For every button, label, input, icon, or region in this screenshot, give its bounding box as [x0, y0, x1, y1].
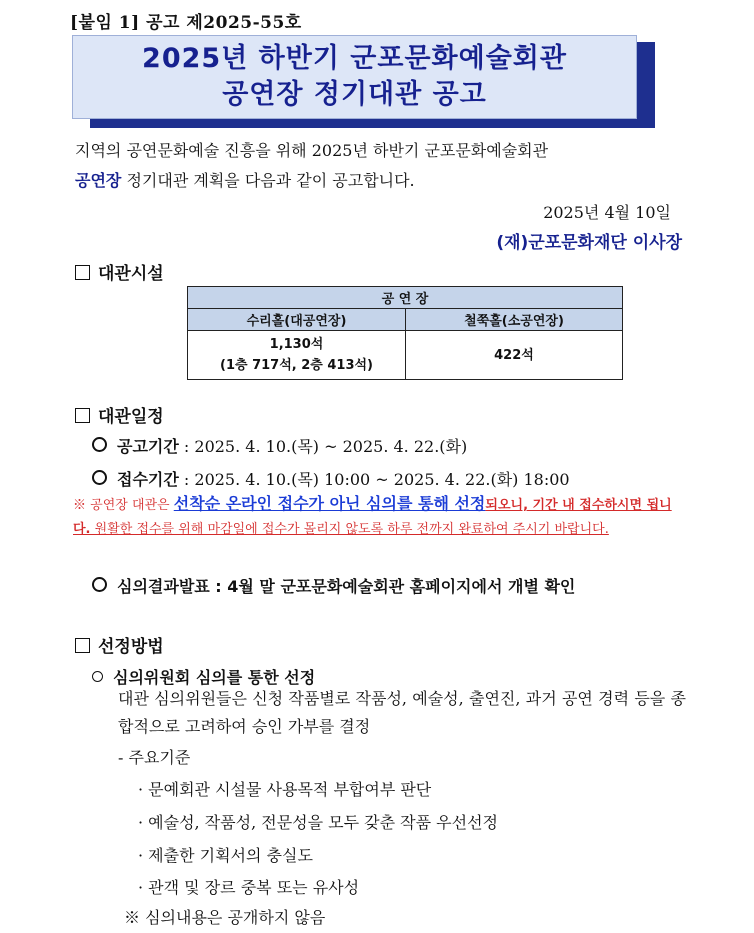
warning-emphasis: 선착순 온라인 접수가 아닌 심의를 통해 선정 — [173, 494, 486, 513]
section-schedule — [75, 402, 164, 427]
issuer: (재)군포문화재단 이사장 — [496, 233, 682, 253]
circle-bullet-icon — [92, 671, 103, 682]
section-selection-title: 선정방법 — [98, 637, 164, 657]
venue-table — [187, 286, 623, 380]
table-header-venue: 공 연 장 — [188, 287, 623, 309]
notice-period — [92, 434, 467, 457]
selection-subheading-text: 심의위원회 심의를 통한 선정 — [113, 668, 316, 687]
warning-bold: 되오니, 기간 내 접수하시면 됩니다. — [73, 498, 672, 537]
receipt-period-label: 접수기간 — [117, 470, 179, 489]
section-facilities — [75, 259, 164, 284]
footnote: ※ 심의내용은 공개하지 않음 — [124, 908, 326, 927]
intro-paragraph — [75, 136, 687, 196]
criteria-item: · 문예회관 시설물 사용목적 부합여부 판단 — [138, 780, 432, 799]
intro-text-1: 지역의 공연문화예술 진흥을 위해 2025년 하반기 군포문화예술회관 — [75, 141, 549, 160]
section-selection — [75, 632, 164, 657]
table-cell-suri-seats — [188, 331, 406, 380]
main-criteria-label: - 주요기준 — [118, 748, 191, 767]
section-schedule-title: 대관일정 — [98, 407, 164, 427]
warning-rest: 원활한 접수를 위해 마감일에 접수가 몰리지 않도록 하루 전까지 완료하여 주시기 바랍니다. — [90, 522, 609, 537]
criteria-item: · 예술성, 작품성, 전문성을 모두 갖춘 작품 우선선정 — [138, 813, 498, 832]
notice-date: 2025년 4월 10일 — [543, 203, 671, 222]
intro-highlight: 공연장 — [75, 171, 122, 190]
result-announcement — [92, 574, 575, 597]
result-announcement-text: 심의결과발표 : 4월 말 군포문화예술회관 홈페이지에서 개별 확인 — [117, 577, 576, 596]
criteria-item: · 제출한 기획서의 충실도 — [138, 846, 313, 865]
table-col-suri-hall: 수리홀(대공연장) — [188, 309, 406, 331]
title-line-2: 공연장 정기대관 공고 — [222, 79, 487, 110]
circle-bullet-icon — [92, 437, 107, 452]
notice-period-label: 공고기간 — [117, 437, 179, 456]
attachment-label: [붙임 1] 공고 제2025-55호 — [70, 13, 302, 33]
table-col-cheoljjuk-hall: 철쭉홀(소공연장) — [406, 309, 623, 331]
checkbox-square-icon — [75, 638, 90, 653]
notice-period-value: : 2025. 4. 10.(목) ~ 2025. 4. 22.(화) — [178, 437, 468, 456]
intro-text-2: 정기대관 계획을 다음과 같이 공고합니다. — [121, 171, 415, 190]
selection-description: 대관 심의위원들은 신청 작품별로 작품성, 예술성, 출연진, 과거 공연 경력 등을 종합적으로 고려하여 승인 가부를 결정 — [118, 689, 686, 736]
warning-notice — [73, 492, 685, 542]
title-box — [72, 35, 637, 119]
warning-prefix: ※ 공연장 대관은 — [73, 498, 174, 513]
checkbox-square-icon — [75, 265, 90, 280]
title-line-1: 2025년 하반기 군포문화예술회관 — [142, 43, 567, 74]
receipt-period-value: : 2025. 4. 10.(목) 10:00 ~ 2025. 4. 22.(화) 18:00 — [178, 470, 570, 489]
section-facilities-title: 대관시설 — [98, 264, 164, 284]
circle-bullet-icon — [92, 470, 107, 485]
suri-seats-total: 1,130석 — [269, 337, 324, 352]
suri-seats-detail: (1층 717석, 2층 413석) — [220, 358, 373, 373]
table-cell-cheoljjuk-seats: 422석 — [406, 331, 623, 380]
criteria-item: · 관객 및 장르 중복 또는 유사성 — [138, 878, 360, 897]
checkbox-square-icon — [75, 408, 90, 423]
circle-bullet-icon — [92, 577, 107, 592]
receipt-period — [92, 467, 570, 490]
